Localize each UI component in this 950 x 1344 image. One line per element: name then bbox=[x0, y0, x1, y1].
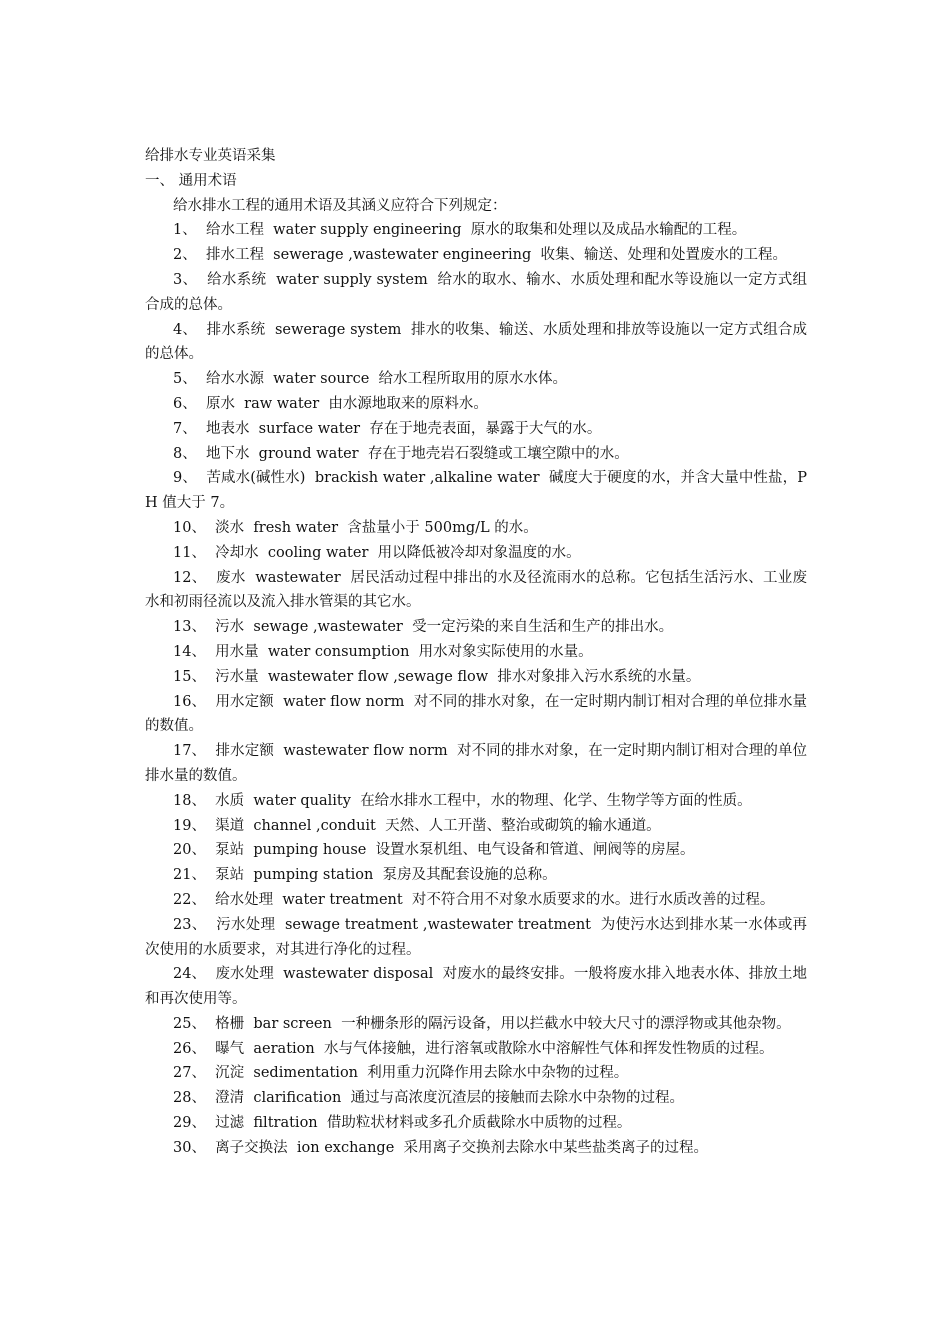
term-chinese: 地表水 bbox=[205, 420, 250, 437]
term-number: 8、 bbox=[173, 445, 197, 462]
term-definition: 对不同的排水对象，在一定时期内制订相对合理的单位排水量的数值。 bbox=[145, 743, 808, 784]
term-number: 15、 bbox=[173, 668, 206, 685]
term-english: sewage ,wastewater bbox=[253, 619, 403, 636]
term-definition: 设置水泵机组、电气设备和管道、闸阀等的房屋。 bbox=[375, 842, 695, 859]
term-chinese: 用水定额 bbox=[215, 693, 274, 710]
term-number: 30、 bbox=[173, 1139, 206, 1156]
term-chinese: 离子交换法 bbox=[215, 1139, 288, 1156]
term-chinese: 给水处理 bbox=[215, 891, 274, 908]
term-english: water source bbox=[273, 371, 370, 388]
term-number: 29、 bbox=[173, 1115, 206, 1132]
term-chinese: 地下水 bbox=[205, 445, 250, 462]
term-number: 13、 bbox=[173, 619, 206, 636]
term-entry bbox=[145, 392, 807, 417]
term-number: 6、 bbox=[173, 395, 197, 412]
term-number: 22、 bbox=[173, 891, 206, 908]
term-number: 19、 bbox=[173, 817, 206, 834]
term-number: 25、 bbox=[173, 1015, 206, 1032]
term-entry bbox=[145, 1136, 807, 1161]
term-entry bbox=[145, 1061, 807, 1086]
term-entry bbox=[145, 417, 807, 442]
term-english: ground water bbox=[258, 445, 359, 462]
term-number: 17、 bbox=[173, 743, 207, 760]
term-entry bbox=[145, 367, 807, 392]
term-chinese: 污水 bbox=[215, 619, 245, 636]
term-chinese: 澄清 bbox=[215, 1090, 245, 1107]
term-chinese: 废水处理 bbox=[215, 966, 274, 983]
term-english: fresh water bbox=[253, 519, 339, 536]
intro-paragraph: 给水排水工程的通用术语及其涵义应符合下列规定： bbox=[173, 197, 507, 214]
term-chinese: 给水系统 bbox=[207, 271, 267, 288]
term-english: pumping house bbox=[253, 842, 367, 859]
term-entry bbox=[145, 243, 807, 268]
term-definition: 由水源地取来的原料水。 bbox=[328, 395, 488, 412]
term-chinese: 排水工程 bbox=[205, 247, 264, 264]
term-chinese: 污水处理 bbox=[216, 916, 276, 933]
term-entry bbox=[145, 1012, 807, 1037]
term-chinese: 用水量 bbox=[215, 643, 259, 660]
term-chinese: 淡水 bbox=[215, 519, 245, 536]
term-english: wastewater flow ,sewage flow bbox=[267, 668, 489, 685]
section-heading: 一、 通用术语 bbox=[145, 172, 237, 189]
term-entry bbox=[145, 541, 807, 566]
term-definition: 在给水排水工程中，水的物理、化学、生物学等方面的性质。 bbox=[360, 792, 752, 809]
term-definition: 对废水的最终安排。一般将废水排入地表水体、排放土地和再次使用等。 bbox=[145, 966, 808, 1008]
term-entry bbox=[145, 218, 807, 243]
term-english: water quality bbox=[253, 792, 351, 809]
term-english: wastewater disposal bbox=[283, 966, 434, 983]
term-entry bbox=[145, 739, 807, 789]
term-definition: 用以降低被冷却对象温度的水。 bbox=[377, 544, 581, 561]
term-entry bbox=[145, 1037, 807, 1062]
term-english: wastewater flow norm bbox=[283, 743, 448, 760]
term-definition: 天然、人工开凿、整治或砌筑的输水通道。 bbox=[385, 817, 661, 834]
term-number: 21、 bbox=[173, 867, 206, 884]
term-number: 18、 bbox=[173, 792, 206, 809]
term-number: 27、 bbox=[173, 1065, 206, 1082]
term-chinese: 污水量 bbox=[215, 668, 259, 685]
term-definition: 利用重力沉降作用去除水中杂物的过程。 bbox=[367, 1065, 629, 1082]
term-definition: 采用离子交换剂去除水中某些盐类离子的过程。 bbox=[403, 1139, 708, 1156]
term-entry bbox=[145, 615, 807, 640]
term-entry bbox=[145, 318, 807, 368]
term-definition: 泵房及其配套设施的总称。 bbox=[382, 867, 557, 884]
term-number: 12、 bbox=[173, 569, 207, 586]
term-chinese: 排水系统 bbox=[206, 321, 266, 338]
term-definition: 原水的取集和处理以及成品水输配的工程。 bbox=[470, 222, 747, 239]
term-english: water supply system bbox=[276, 271, 428, 288]
term-entry bbox=[145, 466, 807, 516]
term-number: 9、 bbox=[173, 470, 197, 487]
term-definition: 通过与高浓度沉渣层的接触而去除水中杂物的过程。 bbox=[350, 1090, 685, 1107]
document-title: 给排水专业英语采集 bbox=[145, 148, 276, 164]
term-english: channel ,conduit bbox=[253, 817, 376, 834]
term-number: 5、 bbox=[173, 371, 197, 388]
term-chinese: 排水定额 bbox=[215, 743, 274, 760]
term-chinese: 苦咸水(碱性水) bbox=[206, 470, 306, 487]
term-english: water treatment bbox=[282, 891, 403, 908]
term-english: sewerage ,wastewater engineering bbox=[273, 247, 532, 264]
term-number: 7、 bbox=[173, 420, 197, 437]
term-list bbox=[145, 218, 807, 1160]
term-definition: 给水的取水、输水、水质处理和配水等设施以一定方式组合成的总体。 bbox=[145, 271, 808, 313]
term-entry bbox=[145, 268, 807, 318]
term-english: pumping station bbox=[253, 867, 374, 884]
term-number: 14、 bbox=[173, 643, 206, 660]
term-definition: 对不同的排水对象，在一定时期内制订相对合理的单位排水量的数值。 bbox=[145, 693, 808, 735]
term-chinese: 原水 bbox=[205, 395, 235, 412]
term-english: sedimentation bbox=[253, 1065, 359, 1082]
term-number: 1、 bbox=[173, 222, 197, 239]
term-number: 23、 bbox=[173, 916, 207, 933]
term-english: filtration bbox=[253, 1115, 318, 1132]
term-entry bbox=[145, 888, 807, 913]
term-definition: 存在于地壳表面，暴露于大气的水。 bbox=[369, 420, 602, 437]
term-entry bbox=[145, 913, 807, 963]
term-entry bbox=[145, 665, 807, 690]
term-number: 26、 bbox=[173, 1040, 206, 1057]
term-english: sewage treatment ,wastewater treatment bbox=[284, 916, 592, 933]
term-english: brackish water ,alkaline water bbox=[314, 470, 540, 487]
term-entry bbox=[145, 962, 807, 1012]
term-english: surface water bbox=[258, 420, 361, 437]
term-entry bbox=[145, 1111, 807, 1136]
term-entry bbox=[145, 838, 807, 863]
term-chinese: 废水 bbox=[216, 569, 246, 586]
term-definition: 水与气体接触，进行溶氧或散除水中溶解性气体和挥发性物质的过程。 bbox=[323, 1040, 774, 1057]
term-chinese: 曝气 bbox=[215, 1040, 245, 1057]
term-entry bbox=[145, 863, 807, 888]
term-entry bbox=[145, 789, 807, 814]
term-definition: 一种栅条形的隔污设备，用以拦截水中较大尺寸的漂浮物或其他杂物。 bbox=[341, 1015, 791, 1032]
term-chinese: 给水工程 bbox=[205, 222, 264, 239]
term-definition: 排水对象排入污水系统的水量。 bbox=[497, 668, 701, 685]
term-chinese: 过滤 bbox=[215, 1115, 245, 1132]
document-page bbox=[145, 144, 807, 1161]
term-definition: 借助粒状材料或多孔介质截除水中质物的过程。 bbox=[326, 1115, 632, 1132]
term-chinese: 给水水源 bbox=[205, 371, 264, 388]
term-definition: 给水工程所取用的原水水体。 bbox=[378, 371, 568, 388]
term-definition: 为使污水达到排水某一水体或再次使用的水质要求，对其进行净化的过程。 bbox=[145, 916, 808, 958]
term-definition: 居民活动过程中排出的水及径流雨水的总称。它包括生活污水、工业废水和初雨径流以及流入排水管渠的其它水。 bbox=[145, 569, 808, 611]
term-chinese: 泵站 bbox=[215, 842, 245, 859]
term-chinese: 水质 bbox=[215, 792, 245, 809]
term-definition: 含盐量小于 500mg/L 的水。 bbox=[347, 519, 538, 536]
term-english: water supply engineering bbox=[273, 222, 462, 239]
term-definition: 用水对象实际使用的水量。 bbox=[418, 643, 593, 660]
term-number: 10、 bbox=[173, 519, 206, 536]
term-english: cooling water bbox=[267, 544, 369, 561]
term-number: 4、 bbox=[173, 321, 198, 338]
term-chinese: 沉淀 bbox=[215, 1065, 245, 1082]
term-entry bbox=[145, 640, 807, 665]
term-english: wastewater bbox=[255, 569, 341, 586]
term-definition: 排水的收集、输送、水质处理和排放等设施以一定方式组合成的总体。 bbox=[145, 321, 808, 363]
term-english: clarification bbox=[253, 1090, 342, 1107]
term-entry bbox=[145, 1086, 807, 1111]
term-english: aeration bbox=[253, 1040, 315, 1057]
term-entry bbox=[145, 814, 807, 839]
term-entry bbox=[145, 516, 807, 541]
term-number: 3、 bbox=[173, 271, 198, 288]
term-number: 20、 bbox=[173, 842, 206, 859]
term-number: 16、 bbox=[173, 693, 207, 710]
term-number: 24、 bbox=[173, 966, 207, 983]
term-chinese: 格栅 bbox=[215, 1015, 245, 1032]
term-chinese: 泵站 bbox=[215, 867, 245, 884]
term-english: ion exchange bbox=[296, 1139, 395, 1156]
term-english: water consumption bbox=[267, 643, 410, 660]
term-definition: 存在于地壳岩石裂缝或工壤空隙中的水。 bbox=[367, 445, 629, 462]
term-definition: 收集、输送、处理和处置废水的工程。 bbox=[540, 247, 788, 264]
term-chinese: 渠道 bbox=[215, 817, 245, 834]
term-english: bar screen bbox=[253, 1015, 332, 1032]
term-number: 28、 bbox=[173, 1090, 206, 1107]
term-english: water flow norm bbox=[283, 693, 405, 710]
term-entry bbox=[145, 566, 807, 616]
term-definition: 碱度大于硬度的水，并含大量中性盐，PH 值大于 7。 bbox=[145, 470, 807, 512]
term-english: sewerage system bbox=[274, 321, 402, 338]
term-definition: 受一定污染的来自生活和生产的排出水。 bbox=[412, 619, 674, 636]
term-number: 2、 bbox=[173, 247, 197, 264]
term-definition: 对不符合用不对象水质要求的水。进行水质改善的过程。 bbox=[411, 891, 775, 908]
term-entry bbox=[145, 690, 807, 740]
term-chinese: 冷却水 bbox=[215, 544, 259, 561]
term-entry bbox=[145, 442, 807, 467]
term-number: 11、 bbox=[173, 544, 206, 561]
term-english: raw water bbox=[244, 395, 320, 412]
